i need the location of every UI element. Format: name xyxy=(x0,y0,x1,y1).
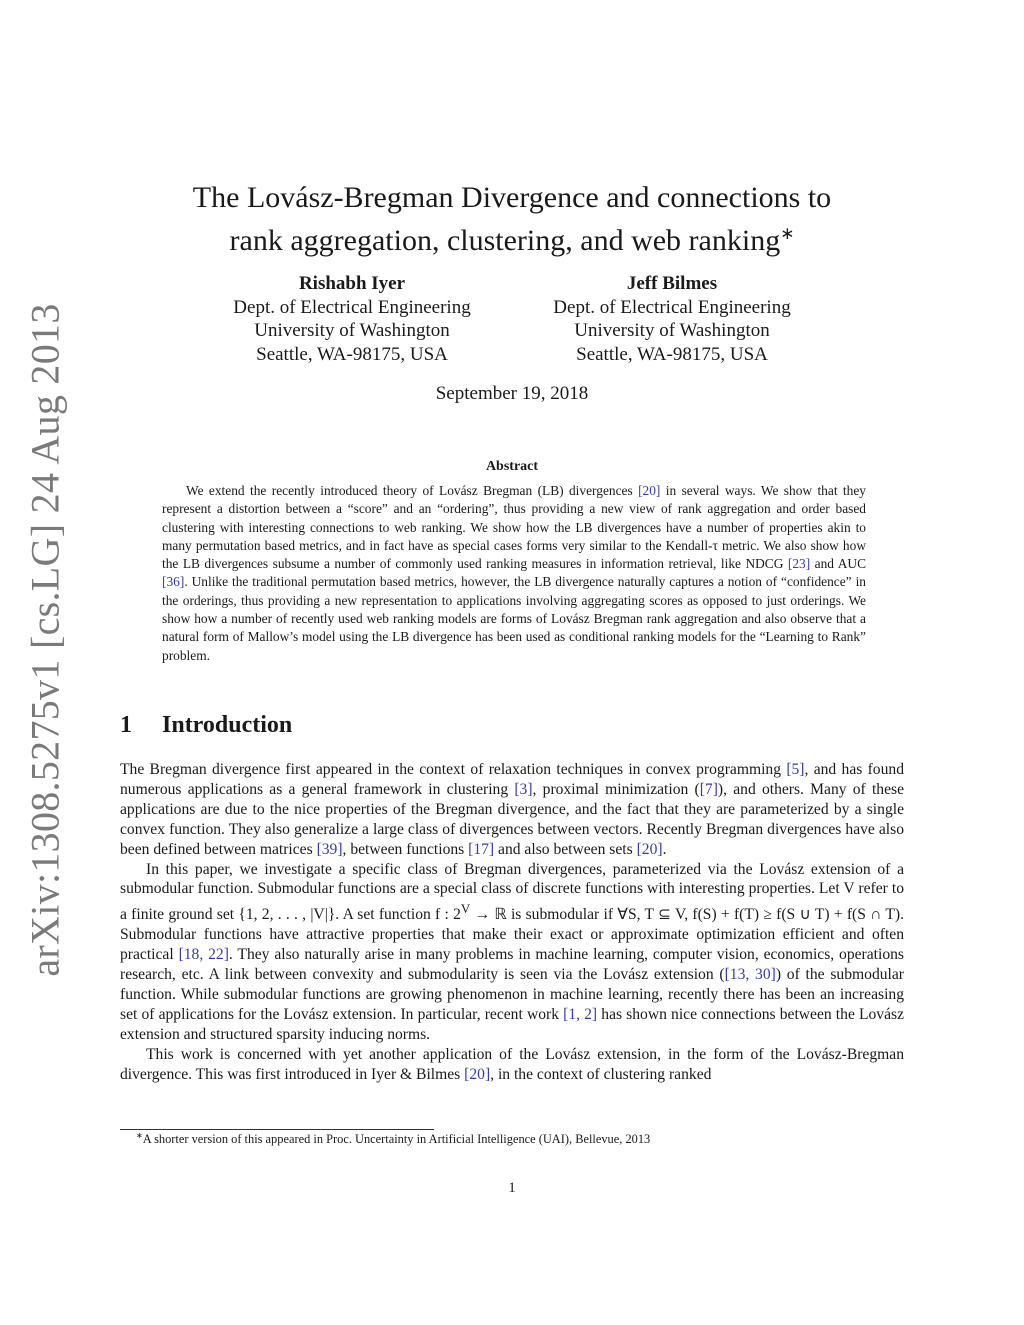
author-university: University of Washington xyxy=(574,320,770,341)
paragraph: The Bregman divergence first appeared in the context of relaxation techniques in convex programming [5], and has found numerous applications as a general framework in clustering [3], proximal minimization ([7]), and others. Many of these applications are due to the nice properties of the Bregman divergence, and the fact that they are parameterized by a single convex function. They also generalize a large class of divergences between vectors. Recently Bregman divergences have also been defined between matrices [39], between functions [17] and also between sets [20]. xyxy=(120,761,904,858)
citation-link[interactable]: [3] xyxy=(514,780,533,798)
citation-link[interactable]: [18, 22] xyxy=(178,946,229,964)
footnote-mark: ∗ xyxy=(136,1131,143,1140)
arxiv-sidebar xyxy=(16,303,74,977)
page-number: 1 xyxy=(508,1180,516,1196)
body-text xyxy=(120,760,904,1085)
abstract-text: We extend the recently introduced theory of Lovász Bregman (LB) divergences [20] in several ways. We show that they represent a distortion between a “score” and an “ordering”, thus providing a new view of rank aggregation and order based clustering with interesting connections to web ranking. We show how the LB divergences have a number of properties akin to many permutation based metrics, and in fact have as special cases forms very similar to the Kendall-τ metric. We also show how the LB divergences subsume a number of commonly used ranking measures in information retrieval, like NDCG [23] and AUC [36]. Unlike the traditional permutation based metrics, however, the LB divergence naturally captures a notion of “confidence” in the orderings, thus providing a new representation to applications involving aggregating scores as opposed to just orderings. We show how a number of recently used web ranking models are forms of Lovász Bregman rank aggregation and also observe that a natural form of Mallow’s model using the LB divergence has been used as conditional ranking models for the “Learning to Rank” problem. xyxy=(162,483,867,663)
abstract-heading: Abstract xyxy=(485,459,539,474)
footnote-text: A shorter version of this appeared in Proc. Uncertainty in Artificial Intelligence (UAI), Bellevue, 2013 xyxy=(142,1132,651,1147)
title-line-2: rank aggregation, clustering, and web ranking∗ xyxy=(229,224,795,257)
author-city: Seattle, WA-98175, USA xyxy=(256,343,448,365)
citation-link[interactable]: [7] xyxy=(699,780,718,798)
citation-link[interactable]: [39] xyxy=(316,840,343,858)
footnote-divider xyxy=(120,1129,434,1130)
author-name: Jeff Bilmes xyxy=(626,273,718,294)
paper-date: September 19, 2018 xyxy=(435,383,589,404)
title-line-1: The Lovász-Bregman Divergence and connections to xyxy=(192,181,832,214)
citation-link[interactable]: [20] xyxy=(638,483,661,498)
citation-link[interactable]: [5] xyxy=(786,761,805,778)
paragraph: This work is concerned with yet another application of the Lovász extension, in the form of the Lovász-Bregman divergence. This was first introduced in Iyer & Bilmes [20], in the context of clustering ranked xyxy=(120,1045,904,1083)
section-heading xyxy=(120,712,292,739)
author-block-2 xyxy=(522,272,822,366)
citation-link[interactable]: [20] xyxy=(636,840,663,858)
author-dept: Dept. of Electrical Engineering xyxy=(233,296,471,318)
author-university: University of Washington xyxy=(254,320,450,341)
paragraph: In this paper, we investigate a specific class of Bregman divergences, parameterized via the Lovász extension of a submodular function. Submodular functions are a special class of discrete functions with interesting properties. Let V refer to a finite ground set {1, 2, . . . , |V|}. A set function f : $2^V$ → ℝ is submodular if ∀S, T ⊆ V, f(S) + f(T) ≥ f(S ∪ T) + f(S ∩ T). Submodular functions have attractive properties that make their exact or approximate optimization efficient and often practical [18, 22]. They also naturally arise in many problems in machine learning, computer vision, economics, operations research, etc. A link between convexity and submodularity is seen via the Lovász extension ([13, 30]) of the submodular function. While submodular functions are growing phenomenon in machine learning, recently there has been an increasing set of applications for the Lovász extension. In particular, recent work [1, 2] has shown nice connections between the Lovász extension and structured sparsity inducing norms. xyxy=(120,860,905,1043)
author-name: Rishabh Iyer xyxy=(298,273,406,294)
title-footnote-mark: ∗ xyxy=(780,224,795,243)
section-number: 1 xyxy=(120,712,132,738)
author-dept: Dept. of Electrical Engineering xyxy=(553,296,791,318)
arxiv-identifier: arXiv:1308.5275v1 [cs.LG] 24 Aug 2013 xyxy=(22,303,68,977)
citation-link[interactable]: [13, 30] xyxy=(724,966,776,984)
citation-link[interactable]: [1, 2] xyxy=(563,1006,598,1024)
section-title: Introduction xyxy=(162,712,293,738)
author-city: Seattle, WA-98175, USA xyxy=(576,343,768,365)
citation-link[interactable]: [17] xyxy=(468,840,495,858)
paper-title xyxy=(120,180,904,259)
citation-link[interactable]: [23] xyxy=(787,556,811,572)
author-block-1 xyxy=(202,272,502,366)
citation-link[interactable]: [36] xyxy=(162,574,185,590)
citation-link[interactable]: [20] xyxy=(464,1065,491,1083)
footnote xyxy=(120,1131,904,1147)
